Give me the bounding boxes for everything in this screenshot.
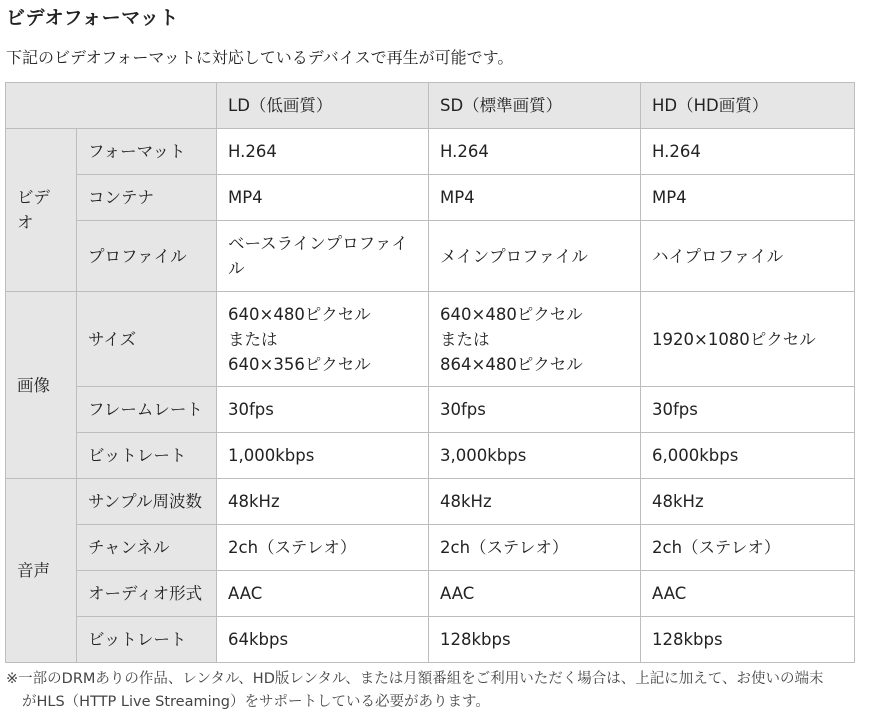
intro-text: 下記のビデオフォーマットに対応しているデバイスで再生が可能です。 <box>6 48 514 67</box>
cell-sd: MP4 <box>429 175 641 221</box>
group-label-video: ビデオ <box>6 129 77 292</box>
cell-line: 640×480ピクセル <box>228 304 371 324</box>
video-format-table <box>5 82 855 663</box>
footnote-line: がHLS（HTTP Live Streaming）をサポートしている必要があります。 <box>22 694 490 710</box>
cell-line: 640×356ピクセル <box>228 354 371 374</box>
cell-sd: メインプロファイル <box>429 221 641 292</box>
table-row <box>6 292 855 387</box>
footnote <box>6 668 866 714</box>
row-label: オーディオ形式 <box>77 571 217 617</box>
cell-ld: 48kHz <box>217 479 429 525</box>
header-sd: SD（標準画質） <box>429 83 641 129</box>
cell-hd: 1920×1080ピクセル <box>641 292 855 387</box>
row-label: フレームレート <box>77 387 217 433</box>
cell-sd: 48kHz <box>429 479 641 525</box>
row-label: プロファイル <box>77 221 217 292</box>
row-label: ビットレート <box>77 617 217 663</box>
cell-sd <box>429 292 641 387</box>
cell-sd: 3,000kbps <box>429 433 641 479</box>
cell-line: ベースラインプロファイ <box>228 234 408 253</box>
cell-ld <box>217 221 429 292</box>
cell-ld: MP4 <box>217 175 429 221</box>
cell-ld: AAC <box>217 571 429 617</box>
row-label: サイズ <box>77 292 217 387</box>
cell-ld: 2ch（ステレオ） <box>217 525 429 571</box>
row-label: サンプル周波数 <box>77 479 217 525</box>
cell-hd: 2ch（ステレオ） <box>641 525 855 571</box>
cell-ld: H.264 <box>217 129 429 175</box>
table-header-row <box>6 83 855 129</box>
cell-ld: 64kbps <box>217 617 429 663</box>
table-row <box>6 571 855 617</box>
cell-line: 640×480ピクセル <box>440 304 583 324</box>
table-row <box>6 221 855 292</box>
cell-sd: 30fps <box>429 387 641 433</box>
row-label: ビットレート <box>77 433 217 479</box>
cell-hd: H.264 <box>641 129 855 175</box>
cell-hd: 48kHz <box>641 479 855 525</box>
table-row <box>6 433 855 479</box>
table-row <box>6 387 855 433</box>
cell-line: または <box>228 329 278 349</box>
table-row <box>6 479 855 525</box>
row-label: コンテナ <box>77 175 217 221</box>
header-ld: LD（低画質） <box>217 83 429 129</box>
cell-hd: AAC <box>641 571 855 617</box>
cell-hd: ハイプロファイル <box>641 221 855 292</box>
cell-sd: 2ch（ステレオ） <box>429 525 641 571</box>
footnote-line: ※一部のDRMありの作品、レンタル、HD版レンタル、または月額番組をご利用いただく場合は、上記に加えて、お使いの端末 <box>6 671 824 687</box>
cell-hd: 30fps <box>641 387 855 433</box>
cell-sd: H.264 <box>429 129 641 175</box>
table-row <box>6 617 855 663</box>
group-label-audio: 音声 <box>6 479 77 663</box>
cell-ld <box>217 292 429 387</box>
cell-ld: 1,000kbps <box>217 433 429 479</box>
cell-ld: 30fps <box>217 387 429 433</box>
cell-sd: AAC <box>429 571 641 617</box>
cell-line: または <box>440 329 490 349</box>
table-row <box>6 129 855 175</box>
page-title: ビデオフォーマット <box>6 7 179 29</box>
cell-line: 864×480ピクセル <box>440 354 583 374</box>
cell-hd: MP4 <box>641 175 855 221</box>
cell-hd: 6,000kbps <box>641 433 855 479</box>
table-row <box>6 175 855 221</box>
table-row <box>6 525 855 571</box>
row-label: フォーマット <box>77 129 217 175</box>
cell-line: ル <box>228 259 245 278</box>
row-label: チャンネル <box>77 525 217 571</box>
group-label-image: 画像 <box>6 292 77 479</box>
header-hd: HD（HD画質） <box>641 83 855 129</box>
cell-sd: 128kbps <box>429 617 641 663</box>
cell-hd: 128kbps <box>641 617 855 663</box>
header-corner-cell <box>6 83 217 129</box>
